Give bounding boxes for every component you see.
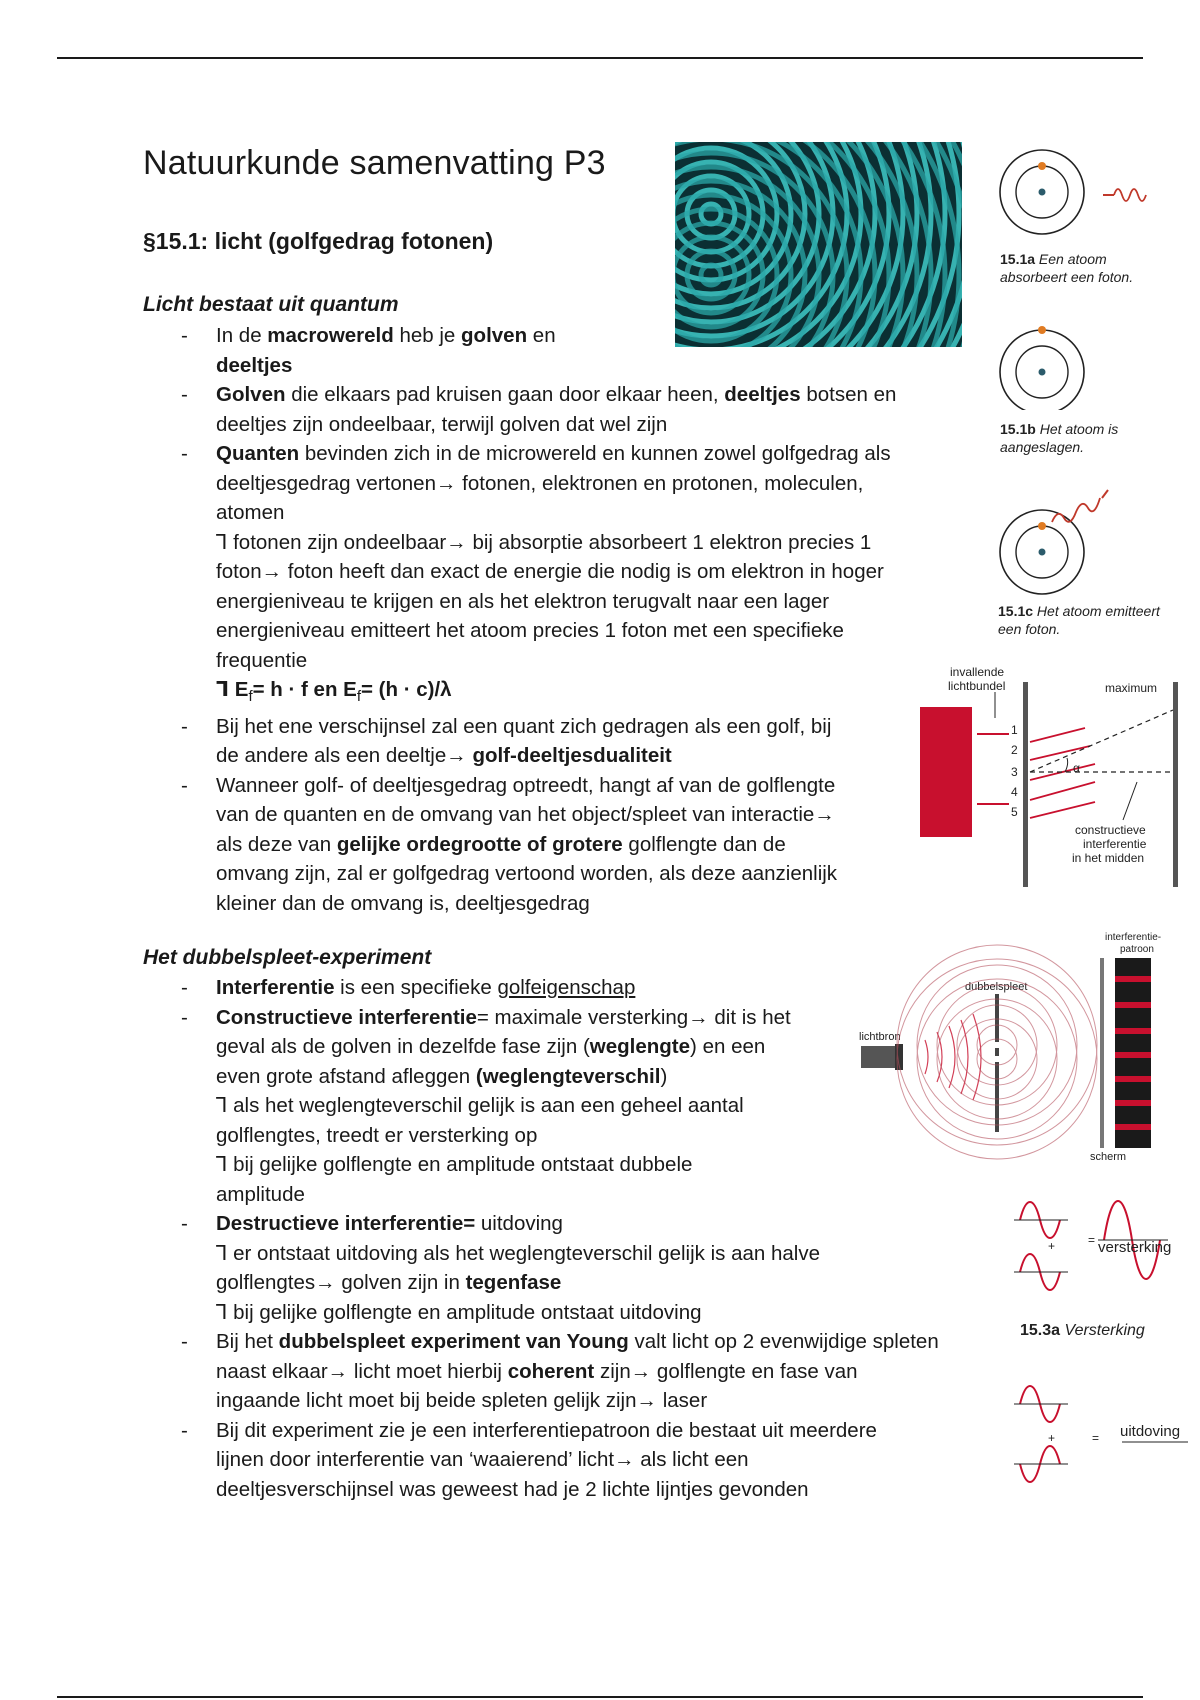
label-interference: interferentie [1083, 837, 1147, 851]
list-item: - Bij het dubbelspleet experiment van Young valt licht op 2 evenwijdige spleten naast elkaar→ licht moet hierbij coherent zijn→ golflengte en fase van ingaande licht moet bij beide spleten gelijk zijn→ laser [181, 1330, 939, 1412]
caption-atom-b: 15.1b Het atoom is aangeslagen. [1000, 421, 1119, 455]
ray-number-3: 3 [1011, 765, 1018, 779]
atom-absorbs-figure [990, 148, 1150, 238]
list-item: - Destructieve interferentie= uitdoving Ꞁ er ontstaat uitdoving als het weglengteverschil gelijk is aan halve golflengtes→ golven zijn in tegenfase Ꞁ bij gelijke golflengte en amplitude ontstaat uitdoving [181, 1212, 820, 1324]
page-title: Natuurkunde samenvatting P3 [143, 144, 606, 182]
list-item: - Bij dit experiment zie je een interferentiepatroon die bestaat uit meerdere lijnen door interferentie van ‘waaierend’ licht→ als licht een deeltjesverschijnsel was geweest had je 2 lichte lijntjes gevonden [181, 1418, 877, 1501]
list-item: - In de macrowereld heb je golven en deeltjes [181, 324, 556, 377]
ray-number-1: 1 [1011, 723, 1018, 737]
label-constructive: constructieve [1075, 823, 1146, 837]
subheading-quantum: Licht bestaat uit quantum [143, 293, 399, 316]
label-light-source: lichtbron [859, 1031, 901, 1043]
header-rule [57, 57, 1143, 59]
atom-emits-figure [990, 486, 1150, 598]
list-quantum [143, 321, 1006, 918]
equals-sign: = [1088, 1233, 1096, 1247]
ray-number-2: 2 [1011, 743, 1018, 757]
slit-diagram [915, 662, 1190, 892]
label-incident: invallende [950, 665, 1005, 679]
wave-reinforcement-figure [1012, 1192, 1192, 1297]
ray-number-4: 4 [1011, 785, 1018, 799]
label-center: in het midden [1072, 851, 1145, 865]
list-item: - Constructieve interferentie= maximale versterking→ dit is het geval als de golven in dezelfde fase zijn (weglengte) en een even grote afstand afleggen (weglengteverschil) Ꞁ als het weglengteverschil gelijk is aan een geheel aantal golflengtes, treedt er versterking op Ꞁ bij gelijke golflengte en amplitude ontstaat dubbele amplitude [181, 1005, 791, 1206]
caption-reinforcement: 15.3a Versterking [1020, 1322, 1145, 1339]
list-item: - Bij het ene verschijnsel zal een quant zich gedragen als een golf, bij de andere als een deeltje→ golf-deeltjesdualiteit [181, 714, 832, 768]
formula-photon-energy: Ꞁ $E_f= h \cdot f$ en $E_f= (h \cdot c)/\lambda$ [216, 678, 452, 706]
interference-photo [675, 142, 962, 347]
footer-rule [57, 1696, 1143, 1698]
list-item: - Golven die elkaars pad kruisen gaan door elkaar heen, deeltjes botsen en deeltjes zijn ondeelbaar, terwijl golven dat wel zijn [181, 383, 897, 436]
label-maximum: maximum [1105, 681, 1158, 695]
label-screen: scherm [1090, 1151, 1127, 1163]
double-slit-figure [855, 928, 1175, 1163]
atom-excited-figure [990, 320, 1150, 410]
ray-number-5: 5 [1011, 805, 1018, 819]
caption-atom-c: 15.1c Het atoom emitteert een foton. [998, 603, 1160, 637]
label-cancellation: uitdoving [1120, 1423, 1181, 1440]
wave-cancellation-figure [1012, 1372, 1192, 1502]
section-title: §15.1: licht (golfgedrag fotonen) [143, 228, 494, 254]
list-item: - Quanten bevinden zich in de microwereld en kunnen zowel golfgedrag als deeltjesgedrag vertonen→ fotonen, elektronen en protonen, moleculen, atomen Ꞁ fotonen zijn ondeelbaar→ bij absorptie absorbeert 1 elektron precies 1 foton→ foton heeft dan exact de energie die nodig is om elektron in hoger energieniveau te krijgen en als het elektron terugvalt naar een lager energieniveau emitteert het atoom precies 1 foton met een specifieke frequentie Ꞁ $E_f= h \cdot f$ en $E_f= (h \cdot c)/\lambda$ [143, 439, 1003, 712]
plus-sign: + [1048, 1431, 1056, 1445]
label-reinforcement: versterking [1098, 1239, 1172, 1256]
caption-atom-a: 15.1a Een atoom absorbeert een foton. [1000, 251, 1134, 285]
angle-alpha: α [1073, 761, 1080, 775]
equals-sign: = [1092, 1431, 1100, 1445]
subheading-double-slit: Het dubbelspleet-experiment [143, 946, 432, 969]
label-double-slit: dubbelspleet [965, 981, 1028, 993]
list-item: - Wanneer golf- of deeltjesgedrag optreedt, hangt af van de golflengte van de quanten en de omvang van het object/spleet van interactie→ als deze van gelijke ordegrootte of grotere golflengte dan de omvang zijn, zal er golfgedrag vertoond worden, als deze aanzienlijk kleiner dan de omvang is, deeltjesgedrag [181, 773, 838, 915]
label-pattern: patroon [1120, 944, 1154, 955]
label-beam: lichtbundel [948, 679, 1006, 693]
plus-sign: + [1048, 1239, 1056, 1253]
list-item: - Interferentie is een specifieke golfeigenschap [181, 976, 636, 999]
label-interference-pattern: interferentie- [1105, 932, 1162, 943]
